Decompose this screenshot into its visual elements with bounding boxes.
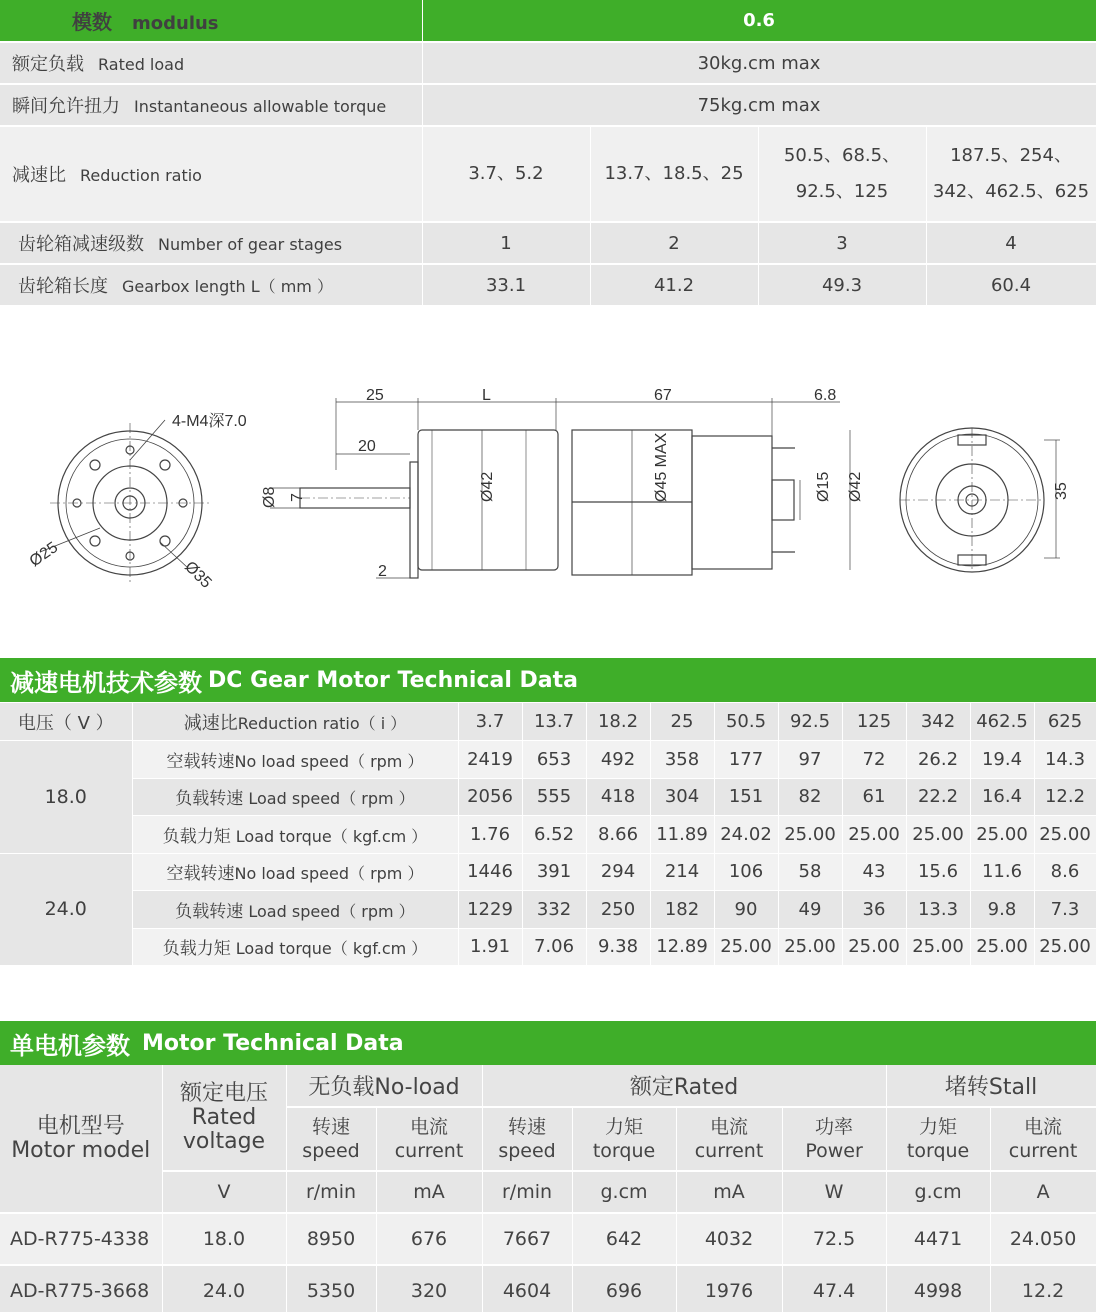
param-label-zh: 负载力矩 (162, 826, 231, 847)
value-cell: 72 (842, 741, 906, 779)
motor-unit-cell: mA (376, 1171, 482, 1213)
motor-col-header (286, 1107, 376, 1171)
col-label-en: current (1008, 1140, 1078, 1162)
col-label-zh: 转速 (508, 1116, 547, 1138)
param-label-en: No load speed（ rpm ） (234, 751, 424, 771)
value-cell: 294 (586, 853, 650, 891)
modulus-label: 模数 modulus (0, 0, 422, 42)
value-cell: 11.89 (650, 816, 714, 854)
dia-45-label: Ø45 MAX (653, 432, 670, 502)
gearbox-length-row (0, 264, 1096, 306)
value-cell: 106 (714, 853, 778, 891)
motor-model-cell: AD-R775-4338 (0, 1213, 162, 1265)
motor-value-cell: 642 (572, 1213, 676, 1265)
param-label (132, 928, 458, 966)
motor-row (0, 1213, 1096, 1265)
value-cell: 90 (714, 891, 778, 929)
motor-unit-row (0, 1171, 1096, 1213)
reduction-ratio-label: 减速比 Reduction ratio (0, 126, 422, 222)
ratio-col-header: 625 (1034, 703, 1096, 741)
value-cell: 14.3 (1034, 741, 1096, 779)
motor-unit-cell: W (782, 1171, 886, 1213)
dim-6-8-label: 6.8 (814, 387, 837, 404)
motor-unit-cell: g.cm (886, 1171, 990, 1213)
gear-stages-value: 2 (590, 222, 758, 264)
value-cell: 25.00 (842, 928, 906, 966)
motor-unit-cell: r/min (482, 1171, 572, 1213)
value-cell: 304 (650, 778, 714, 816)
param-label-zh: 负载转速 (175, 901, 244, 922)
value-cell: 25.00 (1034, 816, 1096, 854)
param-label (132, 853, 458, 891)
col-label-zh: 力矩 (919, 1116, 958, 1138)
value-cell: 82 (778, 778, 842, 816)
value-cell: 61 (842, 778, 906, 816)
motor-value-cell: 24.050 (990, 1213, 1096, 1265)
gear-motor-row (0, 853, 1096, 891)
screw-label: 4-M4深7.0 (172, 413, 247, 430)
value-cell: 13.3 (906, 891, 970, 929)
gearbox-length-value: 60.4 (926, 264, 1096, 306)
motor-col-header (676, 1107, 782, 1171)
motor-value-cell: 12.2 (990, 1265, 1096, 1312)
col-label-en: current (394, 1140, 464, 1162)
ratio-col-header: 25 (650, 703, 714, 741)
value-cell: 358 (650, 741, 714, 779)
motor-value-cell: 72.5 (782, 1213, 886, 1265)
motor-voltage-cell: 18.0 (162, 1213, 286, 1265)
ratio-stage-4: 187.5、254、 342、462.5、625 (926, 126, 1096, 222)
value-cell: 25.00 (906, 816, 970, 854)
value-cell: 25.00 (778, 928, 842, 966)
value-cell: 177 (714, 741, 778, 779)
rated-voltage-header: 额定电压 Rated voltage (162, 1065, 286, 1171)
value-cell: 7.06 (522, 928, 586, 966)
ratio-col-header: 3.7 (458, 703, 522, 741)
motor-value-cell: 320 (376, 1265, 482, 1312)
dim-2-label: 2 (378, 563, 387, 580)
motor-col-header (482, 1107, 572, 1171)
value-cell: 11.6 (970, 853, 1034, 891)
value-cell: 492 (586, 741, 650, 779)
motor-col-header (376, 1107, 482, 1171)
ratio-header: 减速比Reduction ratio（ i ） (132, 703, 458, 741)
ratio-col-header: 462.5 (970, 703, 1034, 741)
motor-value-cell: 47.4 (782, 1265, 886, 1312)
rated-load-row (0, 42, 1096, 84)
rated-load-label: 额定负载 Rated load (0, 42, 422, 84)
param-label (132, 778, 458, 816)
modulus-value: 0.6 (422, 0, 1096, 42)
col-label-zh: 电流 (1024, 1116, 1063, 1138)
motor-value-cell: 1976 (676, 1265, 782, 1312)
model-header: 电机型号 Motor model (0, 1065, 162, 1213)
motor-value-cell: 4032 (676, 1213, 782, 1265)
gear-motor-row (0, 741, 1096, 779)
noload-group-header: 无负载No-load (286, 1065, 482, 1107)
motor-col-header (572, 1107, 676, 1171)
gear-stages-value: 4 (926, 222, 1096, 264)
gear-motor-row (0, 778, 1096, 816)
dia-42-rear-label: Ø42 (847, 471, 864, 502)
value-cell: 214 (650, 853, 714, 891)
gear-motor-section-title: 减速电机技术参数 DC Gear Motor Technical Data (0, 658, 1096, 702)
motor-value-cell: 4604 (482, 1265, 572, 1312)
value-cell: 1446 (458, 853, 522, 891)
dimension-drawing (0, 330, 1100, 620)
param-label (132, 741, 458, 779)
param-label-en: Load torque（ kgf.cm ） (230, 826, 428, 846)
value-cell: 555 (522, 778, 586, 816)
ratio-col-header: 92.5 (778, 703, 842, 741)
param-label-en: Load torque（ kgf.cm ） (230, 939, 428, 959)
side-view (270, 398, 850, 578)
value-cell: 58 (778, 853, 842, 891)
value-cell: 1229 (458, 891, 522, 929)
instant-torque-label: 瞬间允许扭力 Instantaneous allowable torque (0, 84, 422, 126)
stall-group-header: 堵转Stall (886, 1065, 1096, 1107)
gearbox-length-value: 41.2 (590, 264, 758, 306)
value-cell: 391 (522, 853, 586, 891)
gear-stages-value: 1 (422, 222, 590, 264)
ratio-stage-2: 13.7、18.5、25 (590, 126, 758, 222)
motor-col-header (990, 1107, 1096, 1171)
dia-15-label: Ø15 (815, 471, 832, 502)
param-label-en: No load speed（ rpm ） (234, 864, 424, 884)
value-cell: 2056 (458, 778, 522, 816)
value-cell: 16.4 (970, 778, 1034, 816)
value-cell: 97 (778, 741, 842, 779)
gear-motor-header-row (0, 703, 1096, 741)
value-cell: 7.3 (1034, 891, 1096, 929)
motor-col-header (886, 1107, 990, 1171)
col-label-en: torque (592, 1140, 656, 1162)
motor-unit-cell: g.cm (572, 1171, 676, 1213)
dim-25-label: 25 (366, 387, 384, 404)
rear-view (900, 428, 1060, 572)
value-cell: 15.6 (906, 853, 970, 891)
motor-value-cell: 7667 (482, 1213, 572, 1265)
param-label-zh: 空载转速 (166, 864, 235, 885)
gear-motor-row (0, 816, 1096, 854)
value-cell: 418 (586, 778, 650, 816)
value-cell: 25.00 (1034, 928, 1096, 966)
ratio-col-header: 50.5 (714, 703, 778, 741)
value-cell: 25.00 (714, 928, 778, 966)
value-cell: 25.00 (970, 928, 1034, 966)
col-label-en: current (694, 1140, 764, 1162)
motor-model-cell: AD-R775-3668 (0, 1265, 162, 1312)
motor-col-header (782, 1107, 886, 1171)
dia-35-label: Ø35 (181, 558, 215, 592)
col-label-en: speed (498, 1140, 556, 1162)
value-cell: 6.52 (522, 816, 586, 854)
value-cell: 1.91 (458, 928, 522, 966)
voltage-header: 电压（ V ） (0, 703, 132, 741)
ratio-stage-3: 50.5、68.5、 92.5、125 (758, 126, 926, 222)
param-label-en: Load speed（ rpm ） (243, 789, 415, 809)
value-cell: 43 (842, 853, 906, 891)
gear-motor-row (0, 928, 1096, 966)
value-cell: 25.00 (778, 816, 842, 854)
dim-67-label: 67 (654, 387, 672, 404)
gearbox-length-value: 49.3 (758, 264, 926, 306)
param-label-en: Load speed（ rpm ） (243, 901, 415, 921)
value-cell: 22.2 (906, 778, 970, 816)
value-cell: 653 (522, 741, 586, 779)
motor-value-cell: 4998 (886, 1265, 990, 1312)
ratio-col-header: 125 (842, 703, 906, 741)
voltage-cell: 24.0 (0, 853, 132, 966)
param-label-zh: 负载力矩 (162, 939, 231, 960)
value-cell: 25.00 (842, 816, 906, 854)
motor-value-cell: 676 (376, 1213, 482, 1265)
value-cell: 12.2 (1034, 778, 1096, 816)
dia-42-label: Ø42 (479, 471, 496, 502)
rated-group-header: 额定Rated (482, 1065, 886, 1107)
value-cell: 250 (586, 891, 650, 929)
motor-row (0, 1265, 1096, 1312)
gear-stages-row (0, 222, 1096, 264)
col-label-zh: 功率 (815, 1116, 854, 1138)
motor-value-cell: 5350 (286, 1265, 376, 1312)
motor-section-title: 单电机参数 Motor Technical Data (0, 1021, 1096, 1065)
dim-35-label: 35 (1053, 482, 1070, 500)
value-cell: 19.4 (970, 741, 1034, 779)
voltage-cell: 18.0 (0, 741, 132, 854)
col-label-en: torque (906, 1140, 970, 1162)
motor-data-table (0, 1065, 1097, 1312)
value-cell: 25.00 (906, 928, 970, 966)
instant-torque-row (0, 84, 1096, 126)
front-view (40, 420, 210, 583)
col-label-zh: 力矩 (605, 1116, 644, 1138)
value-cell: 12.89 (650, 928, 714, 966)
motor-voltage-cell: 24.0 (162, 1265, 286, 1312)
value-cell: 182 (650, 891, 714, 929)
ratio-col-header: 13.7 (522, 703, 586, 741)
ratio-stage-1: 3.7、5.2 (422, 126, 590, 222)
motor-value-cell: 8950 (286, 1213, 376, 1265)
value-cell: 8.6 (1034, 853, 1096, 891)
gear-stages-value: 3 (758, 222, 926, 264)
dim-7-label: 7 (289, 493, 306, 502)
param-label-zh: 空载转速 (166, 751, 235, 772)
value-cell: 24.02 (714, 816, 778, 854)
value-cell: 8.66 (586, 816, 650, 854)
value-cell: 9.8 (970, 891, 1034, 929)
col-label-zh: 转速 (311, 1116, 350, 1138)
value-cell: 49 (778, 891, 842, 929)
dia-8-label: Ø8 (261, 486, 278, 508)
col-label-en: speed (302, 1140, 360, 1162)
rated-load-value: 30kg.cm max (422, 42, 1096, 84)
motor-unit-cell: A (990, 1171, 1096, 1213)
value-cell: 1.76 (458, 816, 522, 854)
gearbox-length-label: 齿轮箱长度 Gearbox length L（ mm ） (0, 264, 422, 306)
param-label (132, 816, 458, 854)
gearbox-spec-table (0, 0, 1097, 307)
dim-l-label: L (482, 387, 491, 404)
value-cell: 26.2 (906, 741, 970, 779)
ratio-col-header: 342 (906, 703, 970, 741)
col-label-zh: 电流 (710, 1116, 749, 1138)
motor-value-cell: 696 (572, 1265, 676, 1312)
dia-25-label: Ø25 (26, 539, 62, 571)
value-cell: 9.38 (586, 928, 650, 966)
value-cell: 151 (714, 778, 778, 816)
col-label-en: Power (805, 1140, 863, 1162)
value-cell: 332 (522, 891, 586, 929)
gear-stages-label: 齿轮箱减速级数 Number of gear stages (0, 222, 422, 264)
motor-group-row (0, 1065, 1096, 1107)
motor-unit-cell: r/min (286, 1171, 376, 1213)
modulus-row (0, 0, 1096, 42)
param-label (132, 891, 458, 929)
voltage-unit: V (162, 1171, 286, 1213)
col-label-zh: 电流 (410, 1116, 449, 1138)
param-label-zh: 负载转速 (175, 789, 244, 810)
gearbox-length-value: 33.1 (422, 264, 590, 306)
gear-motor-row (0, 891, 1096, 929)
motor-value-cell: 4471 (886, 1213, 990, 1265)
gear-motor-table (0, 703, 1097, 966)
dim-20-label: 20 (358, 438, 376, 455)
value-cell: 25.00 (970, 816, 1034, 854)
instant-torque-value: 75kg.cm max (422, 84, 1096, 126)
ratio-col-header: 18.2 (586, 703, 650, 741)
value-cell: 36 (842, 891, 906, 929)
motor-unit-cell: mA (676, 1171, 782, 1213)
value-cell: 2419 (458, 741, 522, 779)
reduction-ratio-row (0, 126, 1096, 222)
